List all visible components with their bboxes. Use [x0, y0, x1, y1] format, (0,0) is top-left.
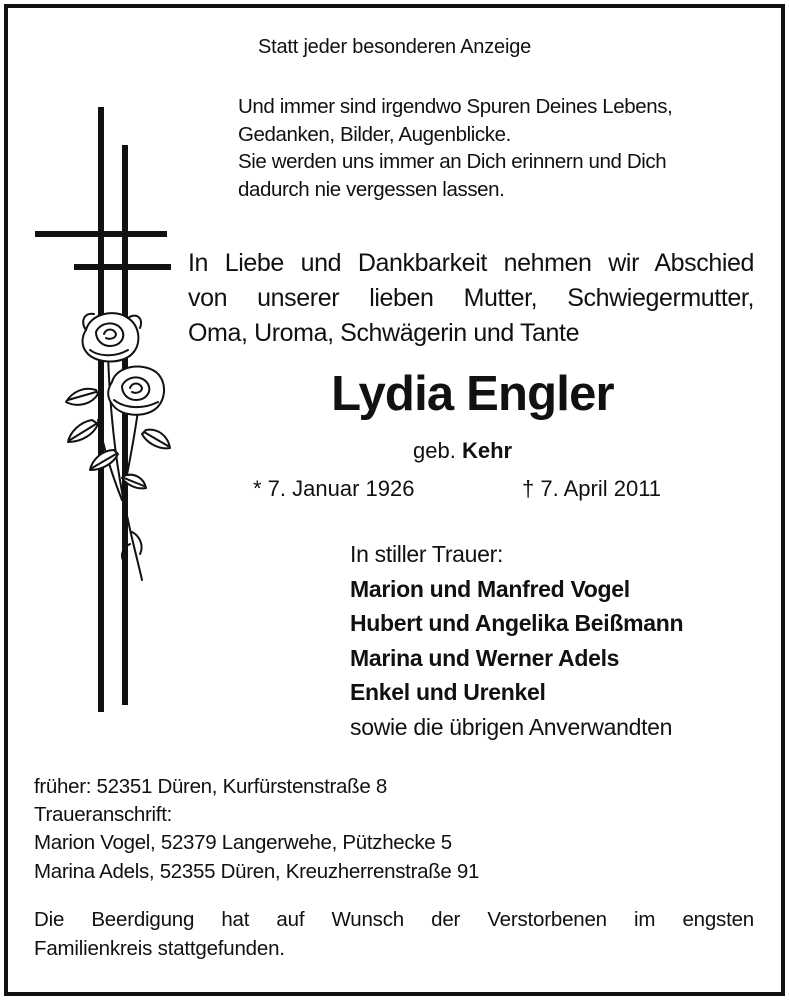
address-block	[34, 773, 479, 886]
mourner-name: Marion und Manfred Vogel	[350, 575, 630, 602]
intro-text	[188, 246, 754, 351]
poem-line: Und immer sind irgendwo Spuren Deines Lebens,	[238, 95, 673, 118]
deceased-name: Lydia Engler	[331, 367, 614, 421]
address-line: früher: 52351 Düren, Kurfürstenstraße 8	[34, 775, 387, 798]
mourner-name: Marina und Werner Adels	[350, 644, 620, 671]
death-date: † 7. April 2011	[522, 476, 662, 501]
mourners-intro: In stiller Trauer:	[350, 541, 504, 567]
poem-line: Gedanken, Bilder, Augenblicke.	[238, 122, 511, 146]
funeral-note	[34, 906, 754, 963]
mourners-outro: sowie die übrigen Anverwandten	[350, 713, 673, 740]
mourners-block	[350, 537, 683, 744]
roses-icon	[50, 300, 180, 590]
poem-line: Sie werden uns immer an Dich erinnern und Dich	[238, 150, 667, 174]
address-line: Marion Vogel, 52379 Langerwehe, Pützhecke 5	[34, 831, 452, 855]
mourner-name: Enkel und Urenkel	[350, 679, 546, 705]
address-line: Marina Adels, 52355 Düren, Kreuzherrenstraße 91	[34, 859, 480, 883]
poem	[238, 93, 672, 203]
funeral-line: Die Beerdigung hat auf Wunsch der Verstorbenen im engsten	[34, 908, 754, 931]
intro-line: Oma, Uroma, Schwägerin und Tante	[188, 319, 580, 347]
maiden-name	[413, 438, 512, 464]
born-name: Kehr	[461, 438, 513, 463]
mourner-name: Hubert und Angelika Beißmann	[350, 610, 684, 636]
address-line: Traueranschrift:	[34, 803, 172, 827]
born-prefix: geb.	[413, 438, 456, 463]
poem-line: dadurch nie vergessen lassen.	[238, 177, 505, 201]
notice-header: Statt jeder besonderen Anzeige	[257, 36, 532, 58]
birth-date: * 7. Januar 1926	[253, 476, 415, 501]
intro-line: In Liebe und Dankbarkeit nehmen wir Abschied	[188, 249, 754, 277]
intro-line: von unserer lieben Mutter, Schwiegermutter,	[188, 284, 754, 312]
funeral-line: Familienkreis stattgefunden.	[34, 936, 285, 960]
